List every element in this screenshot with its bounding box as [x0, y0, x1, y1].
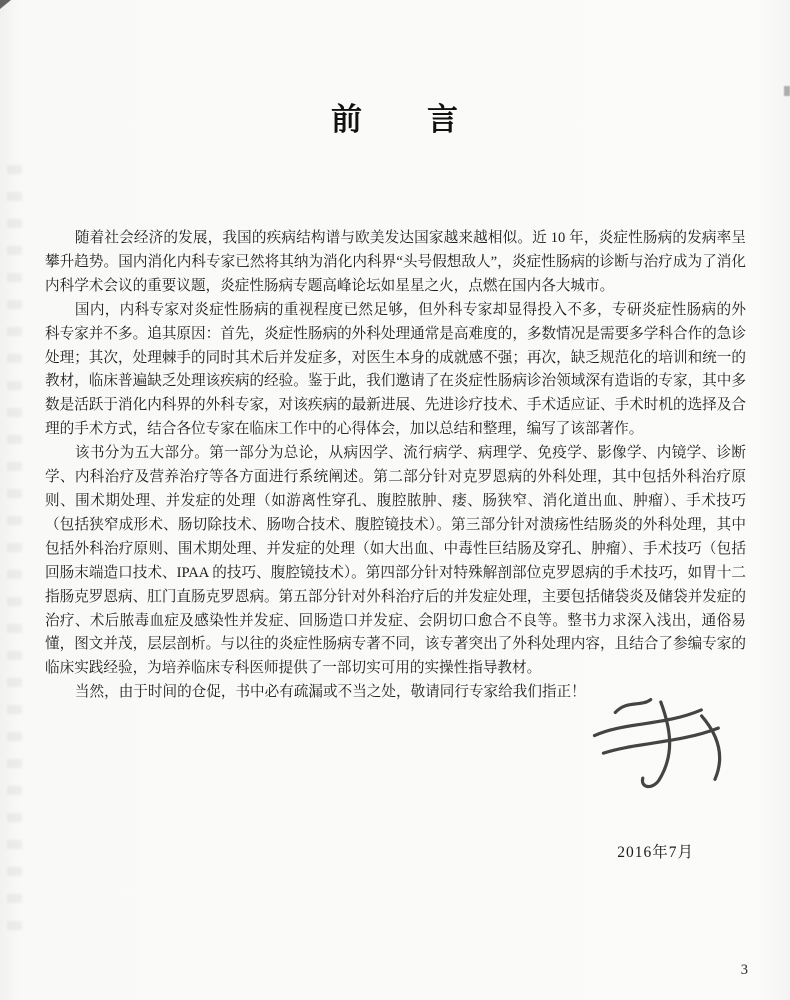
page-title: 前 言: [331, 102, 459, 137]
handwritten-signature: [580, 682, 746, 805]
preface-body: [45, 227, 746, 705]
paragraph-2: 国内，内科专家对炎症性肠病的重视程度已然足够，但外科专家却显得投入不多，专研炎症性肠病的外科专家并不多。追其原因：首先，炎症性肠病的外科处理通常是高难度的，多数情况是需要多学科合作的急诊处理；其次，处理棘手的同时其术后并发症多，对医生本身的成就感不强；再次，缺乏规范化的培训和统一的教材，临床普遍缺乏处理该疾病的经验。鉴于此，我们邀请了在炎症性肠病诊治领域深有造诣的专家，其中多数是活跃于消化内科界的外科专家，对该疾病的最新进展、先进诊疗技术、手术适应证、手术时机的选择及合理的手术方式，结合各位专家在临床工作中的心得体会，加以总结和整理，编写了该部著作。: [45, 301, 746, 438]
preface-date: 2016年7月: [617, 844, 694, 861]
scan-artifact-corner: [0, 0, 11, 9]
paragraph-1: 随着社会经济的发展，我国的疾病结构谱与欧美发达国家越来越相似。近 10 年，炎症性肠病的发病率呈攀升趋势。国内消化内科专家已然将其纳为消化内科界“头号假想敌人”，炎症性肠病的诊断与治疗成为了消化内科学术会议的重要议题，炎症性肠病专题高峰论坛如星星之火，点燃在国内各大城市。: [45, 230, 746, 294]
paragraph-3: 该书分为五大部分。第一部分为总论，从病因学、流行病学、病理学、免疫学、影像学、内镜学、诊断学、内科治疗及营养治疗等各方面进行系统阐述。第二部分针对克罗恩病的外科处理，其中包括外科治疗原则、围术期处理、并发症的处理（如游离性穿孔、腹腔脓肿、瘘、肠狭窄、消化道出血、肿瘤）、手术技巧（包括狭窄成形术、肠切除技术、肠吻合技术、腹腔镜技术）。第三部分针对溃疡性结肠炎的外科处理，其中包括外科治疗原则、围术期处理、并发症的处理（如大出血、中毒性巨结肠及穿孔、肿瘤）、手术技巧（包括回肠末端造口技术、IPAA 的技巧、腹腔镜技术）。第四部分针对特殊解剖部位克罗恩病的手术技巧，如胃十二指肠克罗恩病、肛门直肠克罗恩病。第五部分针对外科治疗后的并发症处理，主要包括储袋炎及储袋并发症的治疗、术后脓毒血症及感染性并发症、回肠造口并发症、会阴切口愈合不良等。整书力求深入浅出，通俗易懂，图文并茂，层层剖析。与以往的炎症性肠病专著不同，该专著突出了外科处理内容，且结合了参编专家的临床实践经验，为培养临床专科医师提供了一部切实可用的实操性指导教材。: [45, 445, 746, 677]
bleed-through-marks: [7, 165, 22, 945]
paragraph-4: 当然，由于时间的仓促，书中必有疏漏或不当之处，敬请同行专家给我们指正！: [74, 684, 586, 701]
page-number: 3: [740, 962, 748, 978]
signature-strokes: [580, 682, 746, 805]
